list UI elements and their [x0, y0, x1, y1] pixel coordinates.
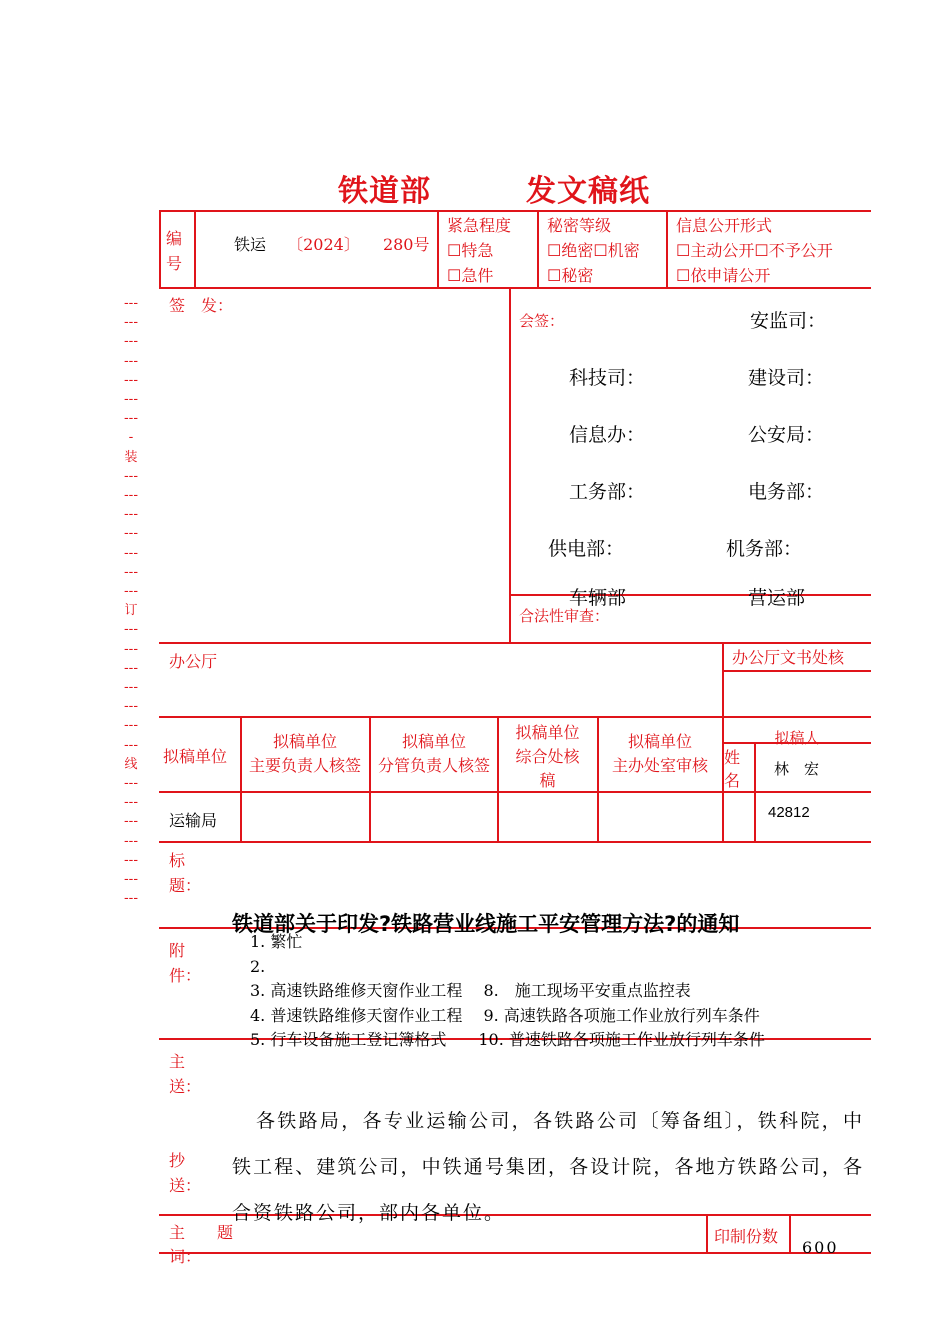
cosign-area [511, 290, 870, 609]
copies-label: 印制份数 [714, 1227, 779, 1246]
drafter-name: 林 宏 [774, 760, 820, 778]
cosign-dept: 机务部： [726, 538, 803, 560]
drafting-unit-value: 运输局 [169, 811, 218, 830]
signoff-label: 签 发： [169, 296, 234, 315]
drafting-col-4 [599, 730, 721, 778]
drafting-col-3 [499, 721, 596, 789]
cosign-label: 会签： [519, 312, 565, 330]
drafting-col-2-line1: 拟稿单位 [401, 732, 466, 751]
legality-review-label: 合法性审查： [519, 607, 610, 625]
cosign-dept: 科技司： [569, 367, 646, 389]
main-recipients-text: 各铁路局，各专业运输公司，各铁路公司〔筹备组〕，铁科院，中铁工程、建筑公司，中铁通号集团，各设计院，各地方铁路公司，各合资铁路公司，部内各单位。 [232, 1110, 864, 1224]
doc-number-label: 编号 [166, 229, 183, 273]
drafting-unit-label: 拟稿单位 [163, 747, 228, 766]
cc-label: 抄送： [169, 1151, 202, 1195]
disclosure-label: 信息公开形式 [676, 216, 773, 235]
cosign-dept: 车辆部 [569, 587, 627, 609]
main-recipients-label: 主送： [169, 1052, 202, 1096]
subject-text: 铁道部关于印发?铁路营业线施工平安管理方法?的通知 [232, 912, 740, 936]
cosign-dept: 建设司： [748, 367, 825, 389]
doc-number-value: 280号 [382, 235, 430, 254]
binding-margin: --- --- --- --- --- --- --- - 装 --- --- --- --- --- --- --- 订 --- --- --- --- --- --- --- 线 --- --- --- --- --- --- --- [123, 296, 139, 907]
cosign-dept: 公安局： [748, 424, 825, 446]
copies-box [791, 1238, 869, 1257]
attachment-item: 1. 繁忙 [250, 932, 303, 951]
doc-number-prefix: 铁运 [234, 235, 267, 254]
disclosure-option-on-request[interactable]: ☐依申请公开 [676, 266, 771, 285]
attachment-item: 4. 普速铁路维修天窗作业工程 9. 高速铁路各项施工作业放行列车条件 [250, 1006, 760, 1025]
urgency-option-urgent[interactable]: ☐急件 [447, 266, 494, 285]
title-draft-paper: 发文稿纸 [526, 174, 650, 209]
keywords-box [169, 1221, 269, 1266]
cosign-dept: 营运部 [748, 587, 806, 609]
keywords-label: 主 题 词： [169, 1223, 250, 1266]
name-label: 姓名 [724, 748, 741, 790]
drafter-label: 拟稿人 [774, 729, 820, 747]
drafting-col-2-line2: 分管负责人核签 [377, 756, 490, 775]
cosign-dept: 供电部： [548, 538, 625, 560]
cosign-dept: 电务部： [748, 481, 825, 503]
subject-label: 标题： [169, 851, 202, 895]
secrecy-option-secret[interactable]: ☐秘密 [547, 266, 594, 285]
copies-value: 600 [802, 1238, 839, 1257]
drafter-phone: 42812 [768, 804, 810, 821]
drafting-col-4-line2: 主办处室审核 [611, 756, 708, 775]
doc-number-year: 〔2024〕 [287, 235, 360, 254]
doc-number [234, 232, 429, 255]
drafting-col-2 [371, 730, 497, 778]
attachment-item: 2. [250, 957, 266, 976]
drafting-col-3-line2: 综合处核稿 [515, 747, 580, 790]
main-recipients-box [232, 1098, 864, 1224]
attachments-list [250, 929, 868, 1049]
cosign-dept: 安监司： [750, 310, 827, 332]
attachment-item: 3. 高速铁路维修天窗作业工程 8. 施工现场平安重点监控表 [250, 981, 691, 1000]
drafting-col-3-line1: 拟稿单位 [515, 723, 580, 742]
urgency-option-express[interactable]: ☐特急 [447, 241, 494, 260]
secretariat-label: 办公厅文书处核 [732, 648, 845, 667]
title-ministry: 铁道部 [338, 174, 431, 209]
disclosure-option-active[interactable]: ☐主动公开☐不予公开 [676, 241, 833, 260]
secrecy-option-top-secret[interactable]: ☐绝密☐机密 [547, 241, 640, 260]
cosign-dept: 信息办： [569, 424, 646, 446]
drafting-col-1-line1: 拟稿单位 [272, 732, 337, 751]
subject-clip [161, 904, 869, 936]
urgency-label: 紧急程度 [447, 216, 512, 235]
drafting-col-1-line2: 主要负责人核签 [248, 756, 361, 775]
attachments-label: 附件： [169, 941, 202, 985]
cosign-dept: 工务部： [569, 481, 646, 503]
drafting-col-4-line1: 拟稿单位 [627, 732, 692, 751]
attachment-item: 5. 行车设备施工登记簿格式 10. 普速铁路各项施工作业放行列车条件 [250, 1030, 765, 1049]
office-label: 办公厅 [169, 652, 218, 671]
secrecy-label: 秘密等级 [547, 216, 612, 235]
drafting-col-1 [242, 730, 368, 778]
